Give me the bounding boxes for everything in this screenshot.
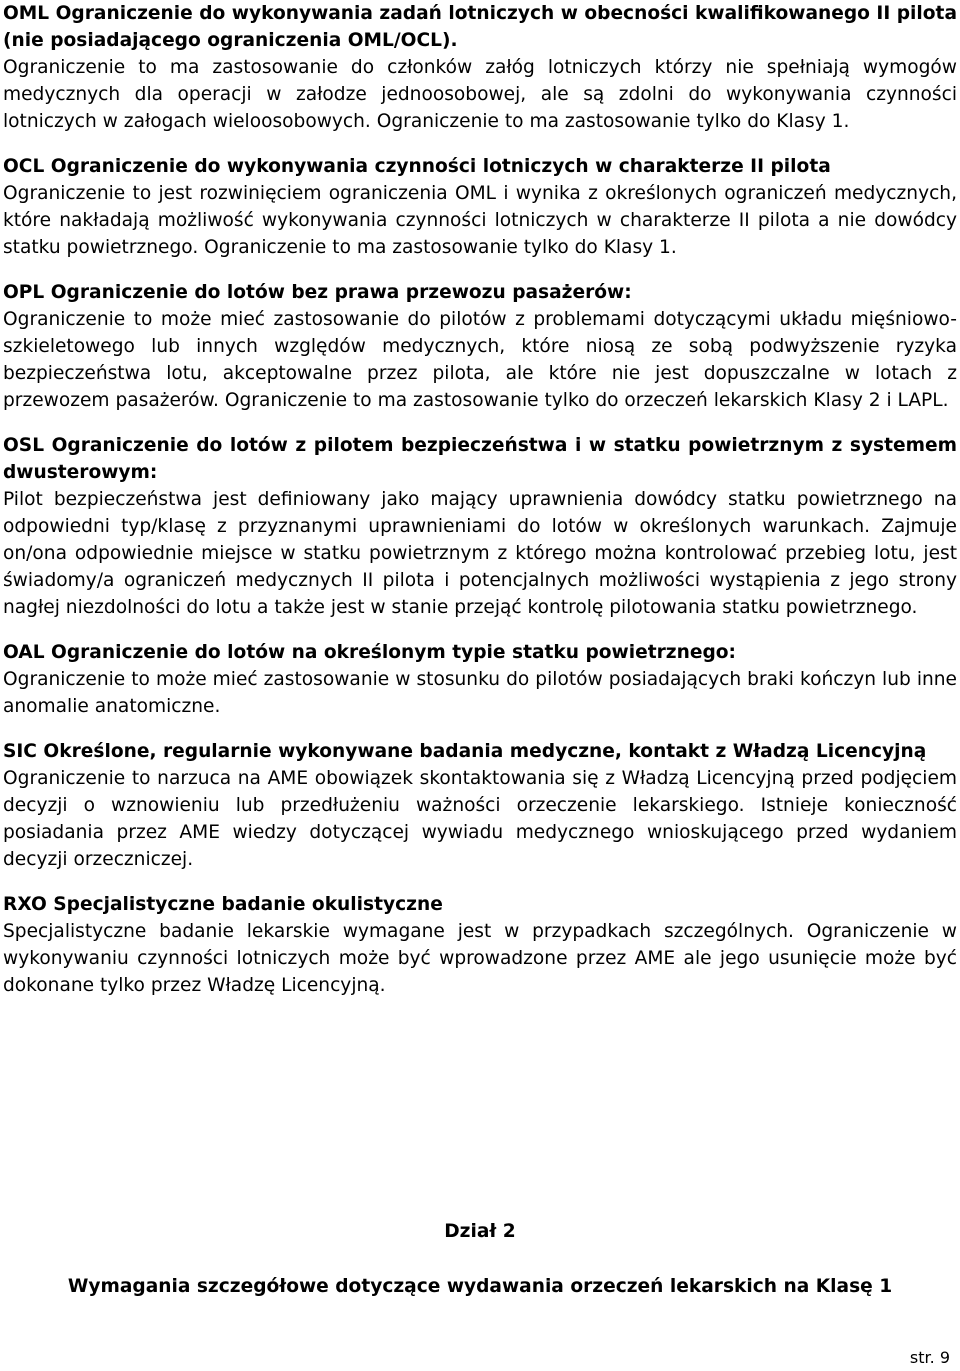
section-heading [3, 0, 957, 135]
section-oml [3, 0, 957, 135]
section-opl [3, 279, 957, 414]
section-body: Ograniczenie to jest rozwinięciem ograniczenia OML i wynika z określonych ograniczeń medycznych, które nakładają możliwość wykonywania czynności lotniczych w charakterze II pilota a nie dowódcy statku powietrznego. Ograniczenie to ma zastosowanie tylko do Klasy 1. [3, 183, 957, 258]
section-body: Specjalistyczne badanie lekarskie wymagane jest w przypadkach szczególnych. Ograniczenie w wykonywaniu czynności lotniczych może być wprowadzone przez AME ale jego usunięcie może być dokonane tylko przez Władzę Licencyjną. [3, 921, 957, 996]
section-paragraph [3, 738, 957, 873]
section-body: Ograniczenie to może mieć zastosowanie do pilotów z problemami dotyczącymi układu mięśniowo-szkieletowego lub innych względów medycznych, które niosą ze sobą podwyższenie ryzyka bezpieczeństwa lotu, akceptowalne przez pilota, ale które nie jest dopuszczalne w lotach z przewozem pasażerów. Ograniczenie to ma zastosowanie tylko do orzeczeń lekarskich Klasy 2 i LAPL. [3, 309, 957, 411]
page-number: str. 9 [909, 1348, 950, 1367]
document-page [3, 0, 957, 1017]
section-paragraph [3, 891, 957, 999]
section-heading-text: OML Ograniczenie do wykonywania zadań lotniczych w obecności kwalifikowanego II pilota (nie posiadającego ograniczenia OML/OCL). [3, 3, 957, 51]
section-heading-text: SIC Określone, regularnie wykonywane badania medyczne, kontakt z Władzą Licencyjną [3, 741, 927, 762]
section-paragraph [3, 432, 957, 621]
section-heading-text: OPL Ograniczenie do lotów bez prawa przewozu pasażerów: [3, 282, 632, 303]
section-sic [3, 738, 957, 873]
section-osl [3, 432, 957, 621]
section-heading-text: OSL Ograniczenie do lotów z pilotem bezpieczeństwa i w statku powietrznym z systemem dwusterowym: [3, 435, 957, 483]
section-heading-text: RXO Specjalistyczne badanie okulistyczne [3, 894, 443, 915]
section-ocl [3, 153, 957, 261]
section-paragraph [3, 153, 957, 261]
section-body: Ograniczenie to może mieć zastosowanie w stosunku do pilotów posiadających braki kończyn lub inne anomalie anatomiczne. [3, 669, 957, 717]
section-heading-text: OCL Ograniczenie do wykonywania czynności lotniczych w charakterze II pilota [3, 156, 831, 177]
section-body: Ograniczenie to ma zastosowanie do członków załóg lotniczych którzy nie spełniają wymogów medycznych dla operacji w załodze jednoosobowej, ale są zdolni do wykonywania czynności lotniczych w załogach wieloosobowych. Ograniczenie to ma zastosowanie tylko do Klasy 1. [3, 57, 957, 132]
section-body: Pilot bezpieczeństwa jest definiowany jako mający uprawnienia dowódcy statku powietrznego na odpowiedni typ/klasę z przyznanymi uprawnieniami do lotów w określonych warunkach. Zajmuje on/ona odpowiednie miejsce w statku powietrznym z którego można kontrolować przebieg lotu, jest świadomy/a ograniczeń medycznych II pilota i potencjalnych możliwości wystąpienia z jego strony nagłej niezdolności do lotu a także jest w stanie przejąć kontrolę pilotowania statku powietrznego. [3, 489, 957, 618]
section-rxo [3, 891, 957, 999]
section-body: Ograniczenie to narzuca na AME obowiązek skontaktowania się z Władzą Licencyjną przed podjęciem decyzji o wznowieniu lub przedłużeniu ważności orzeczenie lekarskiego. Istnieje konieczność posiadania przez AME wiedzy dotyczącej wywiadu medycznego wnioskującego przed wydaniem decyzji orzeczniczej. [3, 768, 957, 870]
dzial-subtitle: Wymagania szczegółowe dotyczące wydawania orzeczeń lekarskich na Klasę 1 [67, 1276, 893, 1297]
section-paragraph [3, 639, 957, 720]
section-heading-text: OAL Ograniczenie do lotów na określonym typie statku powietrznego: [3, 642, 736, 663]
section-oal [3, 639, 957, 720]
section-paragraph [3, 279, 957, 414]
dzial-title: Dział 2 [444, 1221, 516, 1242]
